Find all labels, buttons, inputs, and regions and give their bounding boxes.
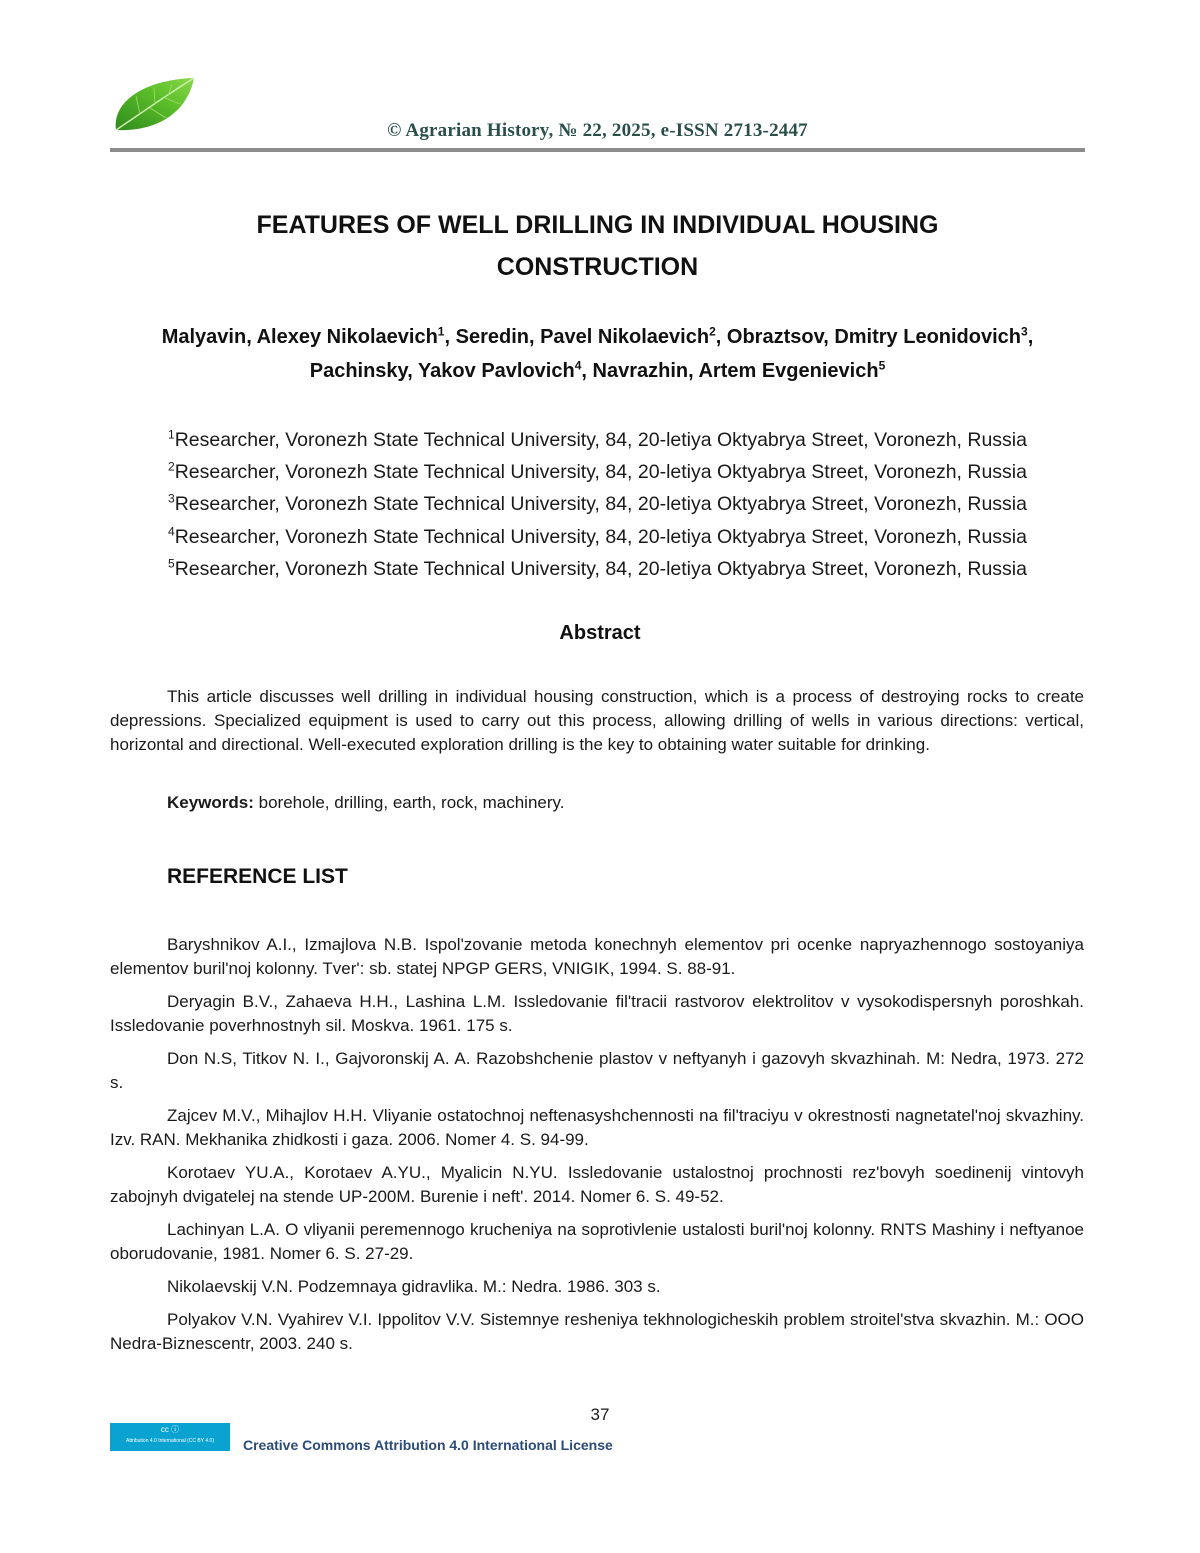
keywords [167, 791, 564, 815]
affiliation-list [110, 424, 1085, 585]
author: Obraztsov, Dmitry Leonidovich$^3$, [726, 324, 1034, 348]
author: Malyavin, Alexey Nikolaevich$^1$, [161, 324, 456, 348]
reference-item: Lachinyan L.A. O vliyanii peremennogo krucheniya na soprotivlenie ustalosti buril'noj kolonny. RNTS Mashiny i neftyanoe oborudovanie, 1981. Nomer 6. S. 27-29. [110, 1220, 1084, 1263]
author: Navrazhin, Artem Evgenievich$^5$ [592, 358, 886, 382]
affiliation: $^2$Researcher, Voronezh State Technical University, 84, 20-letiya Oktyabrya Street, Voronezh, Russia [168, 459, 1027, 484]
cc-icon: cc ⓘ [160, 1425, 180, 1434]
reference-item: Baryshnikov A.I., Izmajlova N.B. Ispol'zovanie metoda konechnyh elementov pri ocenke napryazhennogo sostoyaniya elementov buril'noj kolonny. Tver': sb. statej NPGP GERS, VNIGIK, 1994. S. 88-91. [110, 935, 1084, 978]
affiliation: $^3$Researcher, Voronezh State Technical University, 84, 20-letiya Oktyabrya Street, Voronezh, Russia [168, 491, 1027, 516]
header-rule [110, 148, 1085, 152]
journal-line: © Agrarian History, № 22, 2025, e-ISSN 2713-2447 [387, 120, 808, 141]
author: Seredin, Pavel Nikolaevich$^2$, [455, 324, 727, 348]
reference-item: Don N.S, Titkov N. I., Gajvoronskij A. A. Razobshchenie plastov v neftyanyh i gazovyh skvazhinah. M: Nedra, 1973. 272 s. [110, 1049, 1084, 1092]
author: Pachinsky, Yakov Pavlovich$^4$, [309, 358, 593, 382]
reference-item: Deryagin B.V., Zahaeva H.H., Lashina L.M. Issledovanie fil'tracii rastvorov elektrolitov v vysokodispersnyh poroshkah. Issledovanie poverhnostnyh sil. Moskva. 1961. 175 s. [110, 992, 1084, 1035]
author-list [130, 320, 1065, 388]
affiliation: $^1$Researcher, Voronezh State Technical University, 84, 20-letiya Oktyabrya Street, Voronezh, Russia [168, 427, 1027, 451]
reference-list [110, 933, 1084, 1365]
page-number: 37 [590, 1405, 610, 1424]
page-header [110, 70, 1085, 152]
cc-license-badge[interactable] [110, 1423, 230, 1451]
page-footer [110, 1423, 810, 1453]
keywords-label: Keywords: [167, 793, 254, 812]
abstract-heading: Abstract [559, 622, 641, 644]
references-heading: REFERENCE LIST [167, 865, 348, 888]
cc-badge-text: Attribution 4.0 International (CC BY 4.0) [125, 1438, 214, 1444]
keywords-text: borehole, drilling, earth, rock, machinery. [253, 793, 565, 812]
article-title: FEATURES OF WELL DRILLING IN INDIVIDUAL HOUSING CONSTRUCTION [256, 211, 939, 281]
affiliation: $^5$Researcher, Voronezh State Technical University, 84, 20-letiya Oktyabrya Street, Voronezh, Russia [168, 556, 1027, 580]
reference-item: Polyakov V.N. Vyahirev V.I. Ippolitov V.V. Sistemnye resheniya tekhnologicheskih problem stroitel'stva skvazhin. M.: OOO Nedra-Biznescentr, 2003. 240 s. [110, 1310, 1084, 1353]
license-link[interactable]: Creative Commons Attribution 4.0 International License [243, 1437, 613, 1453]
affiliation: $^4$Researcher, Voronezh State Technical University, 84, 20-letiya Oktyabrya Street, Voronezh, Russia [168, 524, 1027, 548]
reference-item: Nikolaevskij V.N. Podzemnaya gidravlika. M.: Nedra. 1986. 303 s. [167, 1277, 661, 1296]
reference-item: Zajcev M.V., Mihajlov H.H. Vliyanie ostatochnoj neftenasyshchennosti na fil'traciyu v okrestnosti nagnetatel'noj skvazhiny. Izv. RAN. Mekhanika zhidkosti i gaza. 2006. Nomer 4. S. 94-99. [110, 1106, 1084, 1149]
reference-item: Korotaev YU.A., Korotaev A.YU., Myalicin N.YU. Issledovanie ustalostnoj prochnosti rez'bovyh soedinenij vintovyh zabojnyh dvigatelej na stende UP-200M. Burenie i neft'. 2014. Nomer 6. S. 49-52. [110, 1163, 1084, 1206]
abstract-text: This article discusses well drilling in individual housing construction, which is a process of destroying rocks to create depressions. Specialized equipment is used to carry out this process, allowing drilling of wells in various directions: vertical, horizontal and directional. Well-executed exploration drilling is the key to obtaining water suitable for drinking. [110, 687, 1084, 754]
